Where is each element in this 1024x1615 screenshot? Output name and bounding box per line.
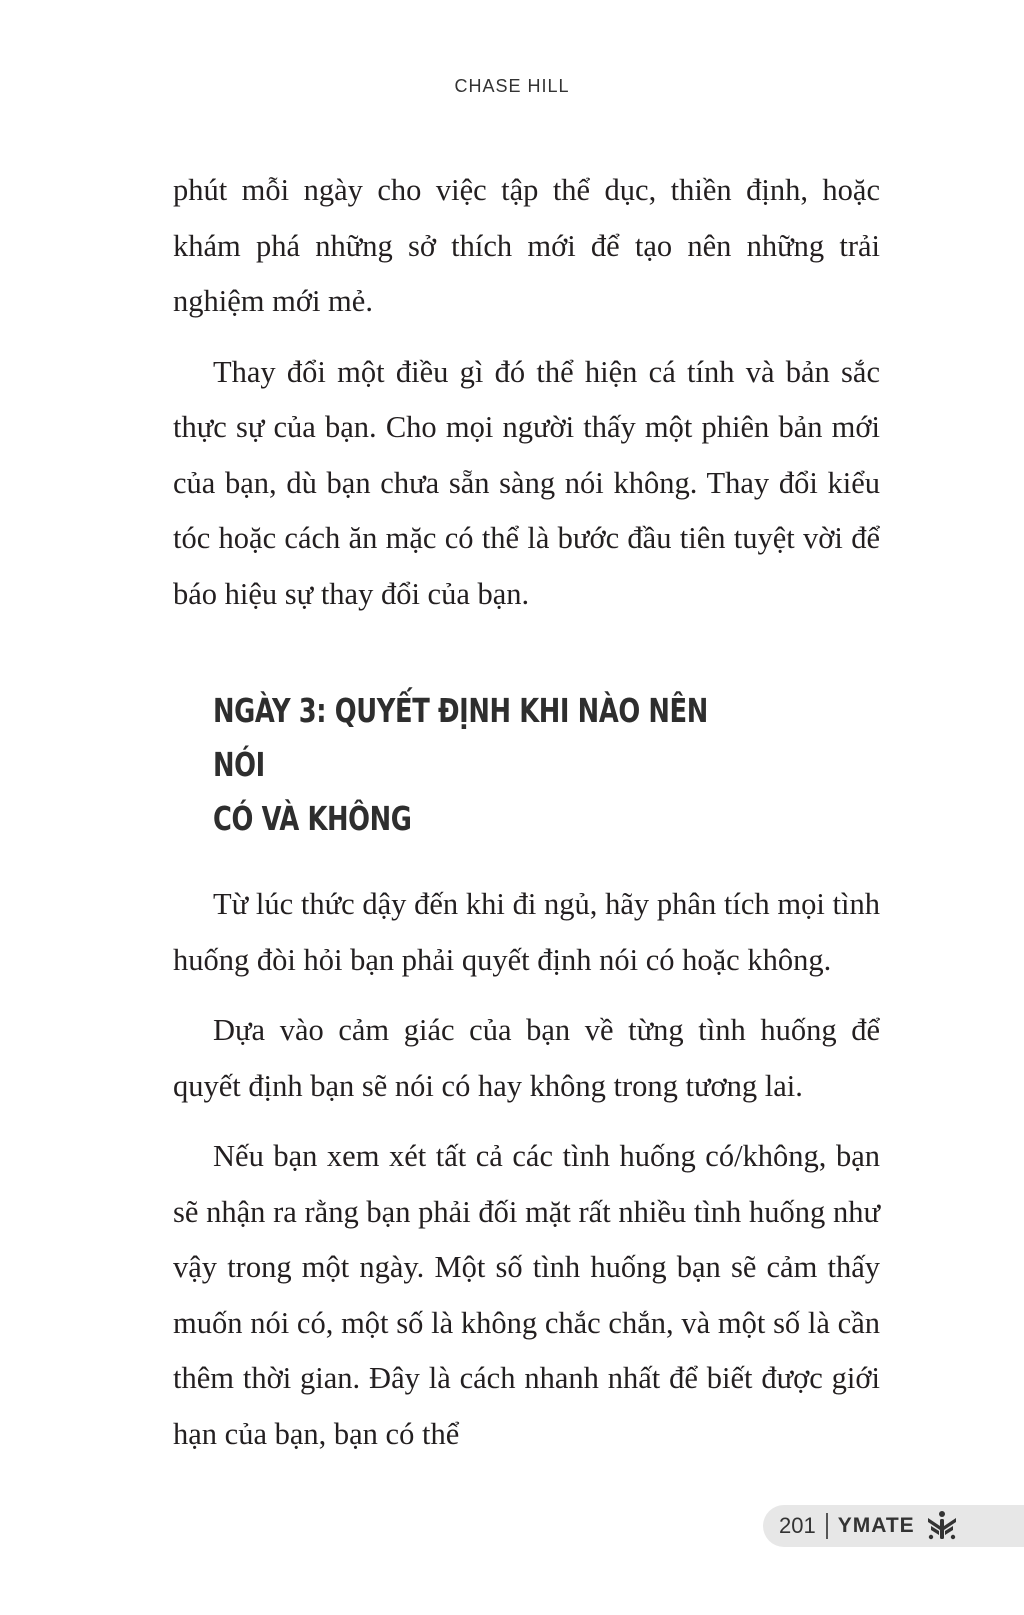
page-number: 201 xyxy=(779,1513,816,1538)
body-text xyxy=(173,163,880,1477)
section-heading-line: NGÀY 3: QUYẾT ĐỊNH KHI NÀO NÊN NÓI xyxy=(213,691,708,784)
paragraph: Dựa vào cảm giác của bạn về từng tình huống để quyết định bạn sẽ nói có hay không trong tương lai. xyxy=(173,1013,880,1103)
paragraph: Từ lúc thức dậy đến khi đi ngủ, hãy phân tích mọi tình huống đòi hỏi bạn phải quyết định nói có hoặc không. xyxy=(173,887,880,977)
section-heading xyxy=(213,684,712,846)
footer-divider xyxy=(826,1513,828,1539)
brand-name: YMATE xyxy=(837,1514,915,1537)
section-heading-line: CÓ VÀ KHÔNG xyxy=(213,799,412,838)
page-footer xyxy=(763,1505,1024,1547)
ymate-logo-icon xyxy=(925,1509,959,1543)
paragraph: Thay đổi một điều gì đó thể hiện cá tính và bản sắc thực sự của bạn. Cho mọi người thấy một phiên bản mới của bạn, dù bạn chưa sẵn sàng nói không. Thay đổi kiểu tóc hoặc cách ăn mặc có thể là bước đầu tiên tuyệt vời để báo hiệu sự thay đổi của bạn. xyxy=(173,354,880,611)
paragraph: Nếu bạn xem xét tất cả các tình huống có/không, bạn sẽ nhận ra rằng bạn phải đối mặt rất nhiều tình huống như vậy trong một ngày. Một số tình huống bạn sẽ cảm thấy muốn nói có, một số là không chắc chắn, và một số là cần thêm thời gian. Đây là cách nhanh nhất để biết được giới hạn của bạn, bạn có thể xyxy=(173,1139,880,1451)
running-head-author: CHASE HILL xyxy=(454,76,570,96)
paragraph: phút mỗi ngày cho việc tập thể dục, thiền định, hoặc khám phá những sở thích mới để tạo nên những trải nghiệm mới mẻ. xyxy=(173,173,880,318)
